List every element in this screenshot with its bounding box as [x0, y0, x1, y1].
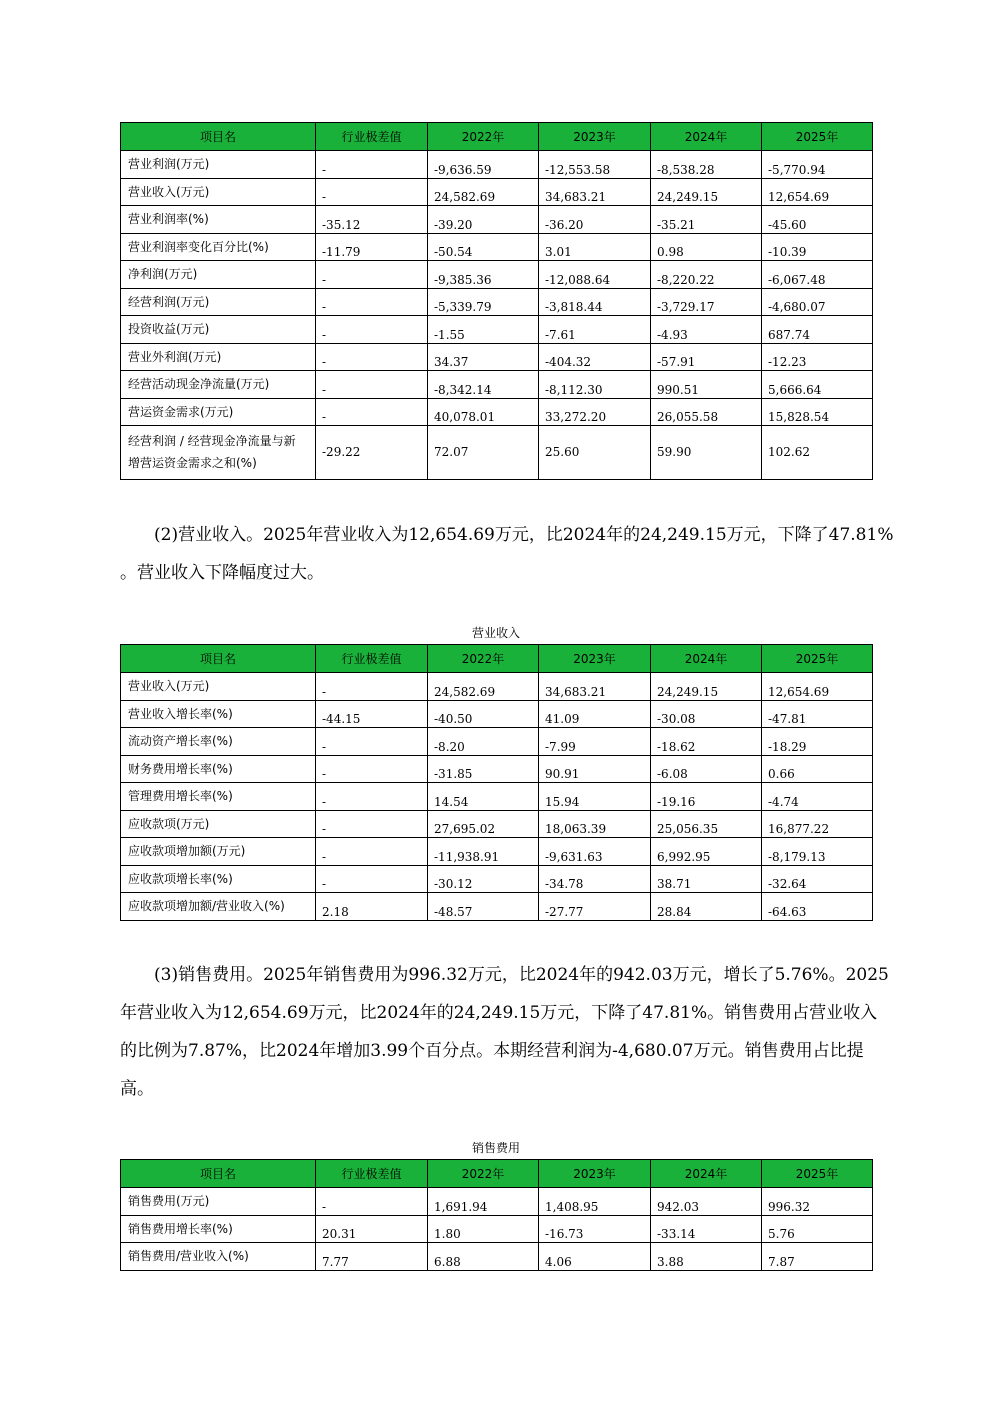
- row-label: 营业收入增长率(%): [121, 700, 316, 728]
- table-cell: -48.57: [428, 893, 539, 921]
- table-cell: 6,992.95: [651, 838, 762, 866]
- table-cell: -5,339.79: [428, 288, 539, 316]
- paragraph-line: 的比例为7.87%，比2024年增加3.99个百分点。本期经营利润为-4,680.07万元。销售费用占比提: [120, 1041, 864, 1061]
- row-label: 财务费用增长率(%): [121, 755, 316, 783]
- table-row: [121, 783, 873, 811]
- row-label: 营业利润率变化百分比(%): [121, 233, 316, 261]
- paragraph-line: 。营业收入下降幅度过大。: [120, 563, 324, 583]
- paragraph-line: 年营业收入为12,654.69万元，比2024年的24,249.15万元，下降了47.81%。销售费用占营业收入: [120, 1003, 878, 1023]
- row-label: 营业利润率(%): [121, 206, 316, 234]
- table-row: [121, 371, 873, 399]
- table-cell: -64.63: [762, 893, 873, 921]
- table-cell: -35.12: [316, 206, 428, 234]
- table-row: [121, 288, 873, 316]
- table-cell: 3.88: [651, 1243, 762, 1271]
- table-cell: -: [316, 728, 428, 756]
- column-header: 2022年: [428, 123, 539, 151]
- table-cell: 24,249.15: [651, 178, 762, 206]
- table-row: [121, 426, 873, 480]
- column-header: 行业极差值: [316, 123, 428, 151]
- table-cell: -32.64: [762, 865, 873, 893]
- column-header: 2023年: [539, 123, 651, 151]
- table-cell: 0.66: [762, 755, 873, 783]
- paragraph-line: 高。: [120, 1079, 154, 1099]
- table-cell: 24,582.69: [428, 178, 539, 206]
- table-header-row: [121, 645, 873, 673]
- table-cell: -18.29: [762, 728, 873, 756]
- table-cell: -18.62: [651, 728, 762, 756]
- table-row: [121, 893, 873, 921]
- table-cell: 7.87: [762, 1243, 873, 1271]
- column-header: 2025年: [762, 1160, 873, 1188]
- table-cell: 14.54: [428, 783, 539, 811]
- table-cell: -8,179.13: [762, 838, 873, 866]
- row-label: 经营利润(万元): [121, 288, 316, 316]
- table-cell: -3,729.17: [651, 288, 762, 316]
- table-cell: -5,770.94: [762, 151, 873, 179]
- row-label-line: 经营利润 / 经营现金净流量与新: [128, 434, 296, 448]
- table-row: [121, 728, 873, 756]
- table-row: [121, 838, 873, 866]
- table-cell: -11,938.91: [428, 838, 539, 866]
- table-cell: -36.20: [539, 206, 651, 234]
- table-cell: -8,112.30: [539, 371, 651, 399]
- table-caption-selling-expense: 销售费用: [471, 1141, 520, 1155]
- table-cell: -: [316, 810, 428, 838]
- paragraph-selling-expense: [120, 956, 889, 1108]
- table-header-row: [121, 123, 873, 151]
- table-cell: 1,691.94: [428, 1188, 539, 1216]
- table-cell: 4.06: [539, 1243, 651, 1271]
- table-cell: 2.18: [316, 893, 428, 921]
- table-cell: 0.98: [651, 233, 762, 261]
- table-cell: -12,088.64: [539, 261, 651, 289]
- table-row: [121, 1188, 873, 1216]
- table-cell: -35.21: [651, 206, 762, 234]
- row-label: 管理费用增长率(%): [121, 783, 316, 811]
- table-cell: -33.14: [651, 1215, 762, 1243]
- table-row: [121, 206, 873, 234]
- row-label: 营业外利润(万元): [121, 343, 316, 371]
- table-row: [121, 261, 873, 289]
- table-cell: 34,683.21: [539, 673, 651, 701]
- column-header: 2025年: [762, 123, 873, 151]
- row-label: 销售费用/营业收入(%): [121, 1243, 316, 1271]
- row-label: 应收款项增加额(万元): [121, 838, 316, 866]
- table-row: [121, 178, 873, 206]
- table-cell: -: [316, 178, 428, 206]
- table-row: [121, 755, 873, 783]
- table-cell: 102.62: [762, 426, 873, 480]
- column-header: 2022年: [428, 645, 539, 673]
- table-cell: 16,877.22: [762, 810, 873, 838]
- table-cell: -16.73: [539, 1215, 651, 1243]
- row-label: 营业利润(万元): [121, 151, 316, 179]
- table-cell: 28.84: [651, 893, 762, 921]
- table-cell: 687.74: [762, 316, 873, 344]
- table-cell: 72.07: [428, 426, 539, 480]
- table-cell: 26,055.58: [651, 398, 762, 426]
- row-label: 应收款项增加额/营业收入(%): [121, 893, 316, 921]
- table-cell: -12.23: [762, 343, 873, 371]
- table-cell: -10.39: [762, 233, 873, 261]
- row-label: [121, 426, 316, 480]
- table-caption-revenue: 营业收入: [471, 626, 520, 640]
- table-cell: -11.79: [316, 233, 428, 261]
- table-cell: -39.20: [428, 206, 539, 234]
- table-cell: -7.61: [539, 316, 651, 344]
- table-cell: -8,342.14: [428, 371, 539, 399]
- table-cell: -: [316, 261, 428, 289]
- table-cell: -4.93: [651, 316, 762, 344]
- table-cell: 25.60: [539, 426, 651, 480]
- table-row: [121, 343, 873, 371]
- column-header: 行业极差值: [316, 645, 428, 673]
- table-cell: -: [316, 288, 428, 316]
- table-cell: 24,582.69: [428, 673, 539, 701]
- column-header: 2024年: [651, 123, 762, 151]
- table-cell: -: [316, 316, 428, 344]
- table-cell: -31.85: [428, 755, 539, 783]
- table-cell: 34.37: [428, 343, 539, 371]
- table-cell: -8.20: [428, 728, 539, 756]
- table-cell: 18,063.39: [539, 810, 651, 838]
- table-cell: -29.22: [316, 426, 428, 480]
- table-cell: -4,680.07: [762, 288, 873, 316]
- table-cell: 15.94: [539, 783, 651, 811]
- table-row: [121, 810, 873, 838]
- table-cell: -: [316, 673, 428, 701]
- table-cell: 90.91: [539, 755, 651, 783]
- column-header: 行业极差值: [316, 1160, 428, 1188]
- row-label: 投资收益(万元): [121, 316, 316, 344]
- table-cell: 33,272.20: [539, 398, 651, 426]
- table-cell: -6.08: [651, 755, 762, 783]
- table-cell: 7.77: [316, 1243, 428, 1271]
- column-header: 2023年: [539, 1160, 651, 1188]
- table-cell: -4.74: [762, 783, 873, 811]
- table-cell: -19.16: [651, 783, 762, 811]
- column-header: 2024年: [651, 1160, 762, 1188]
- table-header-row: [121, 1160, 873, 1188]
- column-header: 项目名: [121, 123, 316, 151]
- selling-expense-table: [120, 1159, 873, 1271]
- table-cell: -45.60: [762, 206, 873, 234]
- row-label: 销售费用(万元): [121, 1188, 316, 1216]
- table-row: [121, 1243, 873, 1271]
- table-cell: 27,695.02: [428, 810, 539, 838]
- table-cell: -50.54: [428, 233, 539, 261]
- table-cell: -404.32: [539, 343, 651, 371]
- table-cell: -30.08: [651, 700, 762, 728]
- column-header: 2025年: [762, 645, 873, 673]
- paragraph-line: (2)营业收入。2025年营业收入为12,654.69万元，比2024年的24,249.15万元，下降了47.81%: [154, 525, 894, 545]
- table-cell: -8,220.22: [651, 261, 762, 289]
- table-cell: 38.71: [651, 865, 762, 893]
- table-cell: 59.90: [651, 426, 762, 480]
- table-row: [121, 700, 873, 728]
- row-label: 应收款项增长率(%): [121, 865, 316, 893]
- paragraph-line: (3)销售费用。2025年销售费用为996.32万元，比2024年的942.03万元，增长了5.76%。2025: [154, 965, 889, 985]
- table-cell: -1.55: [428, 316, 539, 344]
- table-row: [121, 398, 873, 426]
- row-label-line: 增营运资金需求之和(%): [128, 456, 257, 470]
- table-cell: 996.32: [762, 1188, 873, 1216]
- table-cell: -34.78: [539, 865, 651, 893]
- table-cell: -9,385.36: [428, 261, 539, 289]
- row-label: 流动资产增长率(%): [121, 728, 316, 756]
- row-label: 营运资金需求(万元): [121, 398, 316, 426]
- table-cell: 942.03: [651, 1188, 762, 1216]
- table-cell: -: [316, 1188, 428, 1216]
- table-row: [121, 865, 873, 893]
- row-label: 应收款项(万元): [121, 810, 316, 838]
- table-cell: -3,818.44: [539, 288, 651, 316]
- column-header: 2024年: [651, 645, 762, 673]
- table-cell: -: [316, 783, 428, 811]
- table-row: [121, 316, 873, 344]
- operating-profit-table: [120, 122, 873, 480]
- table-cell: -47.81: [762, 700, 873, 728]
- table-cell: -: [316, 755, 428, 783]
- table-row: [121, 151, 873, 179]
- row-label: 经营活动现金净流量(万元): [121, 371, 316, 399]
- table-cell: 34,683.21: [539, 178, 651, 206]
- row-label: 营业收入(万元): [121, 178, 316, 206]
- table-cell: -7.99: [539, 728, 651, 756]
- table-cell: -57.91: [651, 343, 762, 371]
- table-cell: 1.80: [428, 1215, 539, 1243]
- table-row: [121, 233, 873, 261]
- table-cell: -: [316, 398, 428, 426]
- column-header: 项目名: [121, 645, 316, 673]
- table-cell: -9,631.63: [539, 838, 651, 866]
- table-cell: -: [316, 838, 428, 866]
- table-cell: -: [316, 151, 428, 179]
- revenue-table: [120, 644, 873, 921]
- row-label: 营业收入(万元): [121, 673, 316, 701]
- table-cell: -: [316, 343, 428, 371]
- table-cell: 12,654.69: [762, 178, 873, 206]
- table-cell: 40,078.01: [428, 398, 539, 426]
- column-header: 项目名: [121, 1160, 316, 1188]
- table-cell: 12,654.69: [762, 673, 873, 701]
- row-label: 销售费用增长率(%): [121, 1215, 316, 1243]
- table-cell: -6,067.48: [762, 261, 873, 289]
- table-cell: -: [316, 865, 428, 893]
- table-cell: 6.88: [428, 1243, 539, 1271]
- table-cell: 5.76: [762, 1215, 873, 1243]
- table-row: [121, 673, 873, 701]
- table-cell: -: [316, 371, 428, 399]
- table-cell: 5,666.64: [762, 371, 873, 399]
- table-cell: -8,538.28: [651, 151, 762, 179]
- table-row: [121, 1215, 873, 1243]
- column-header: 2022年: [428, 1160, 539, 1188]
- row-label: 净利润(万元): [121, 261, 316, 289]
- table-cell: 15,828.54: [762, 398, 873, 426]
- table-cell: 990.51: [651, 371, 762, 399]
- table-cell: -40.50: [428, 700, 539, 728]
- table-cell: 25,056.35: [651, 810, 762, 838]
- table-cell: -12,553.58: [539, 151, 651, 179]
- table-cell: 20.31: [316, 1215, 428, 1243]
- paragraph-revenue: [120, 516, 894, 592]
- table-cell: -30.12: [428, 865, 539, 893]
- table-cell: -9,636.59: [428, 151, 539, 179]
- table-cell: 24,249.15: [651, 673, 762, 701]
- table-cell: -27.77: [539, 893, 651, 921]
- table-cell: 3.01: [539, 233, 651, 261]
- table-cell: 1,408.95: [539, 1188, 651, 1216]
- table-cell: -44.15: [316, 700, 428, 728]
- column-header: 2023年: [539, 645, 651, 673]
- table-cell: 41.09: [539, 700, 651, 728]
